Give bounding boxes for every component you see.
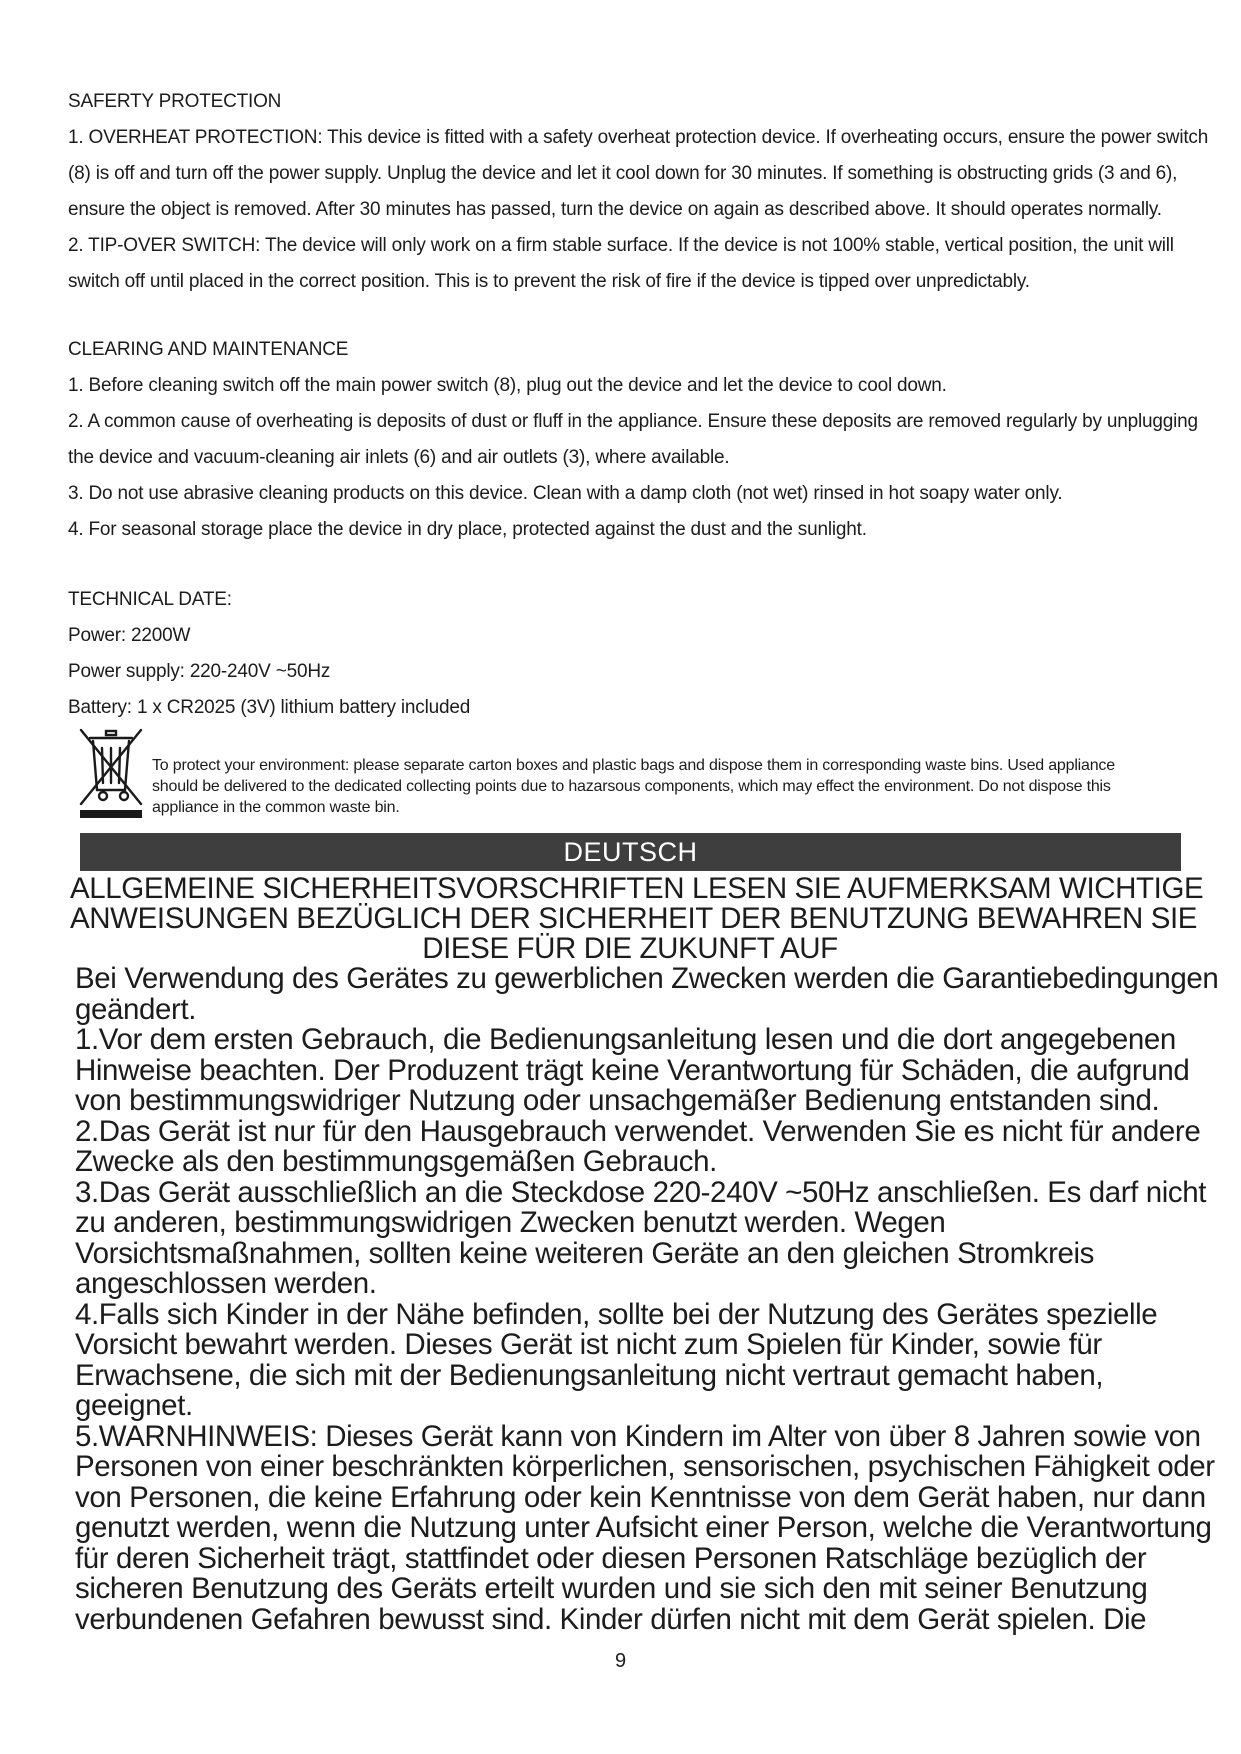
text-line: Bei Verwendung des Gerätes zu gewerblichen Zwecken werden die Garantiebedingungen [75, 962, 1219, 995]
text-line: Erwachsene, die sich mit der Bedienungsanleitung nicht vertraut gemacht haben, [75, 1358, 1104, 1392]
text-line: verbundenen Gefahren bewusst sind. Kinder dürfen nicht mit dem Gerät spielen. Die [75, 1602, 1147, 1636]
text-line: für deren Sicherheit trägt, stattfindet oder diesen Personen Ratschläge bezüglich der [75, 1541, 1147, 1575]
text-line: sicheren Benutzung des Geräts erteilt wurden und sie sich den mit seiner Benutzung [75, 1572, 1148, 1605]
heading-line: ANWEISUNGEN BEZÜGLICH DER SICHERHEIT DER BENUTZUNG BEWAHREN SIE [70, 902, 1198, 935]
section-heading: CLEARING AND MAINTENANCE [68, 339, 349, 360]
technical-data-section [68, 582, 1188, 726]
safety-protection-section [68, 84, 1209, 300]
text-line: angeschlossen werden. [75, 1267, 377, 1300]
power-value: Power: 2200W [68, 625, 191, 646]
text-line: geändert. [75, 992, 197, 1026]
text-line: (8) is off and turn off the power supply. Unplug the device and let it cool down for 30 minutes. If something is obstructing grids (3 and 6), [68, 163, 1178, 184]
text-line: the device and vacuum-cleaning air inlets (6) and air outlets (3), where available. [68, 447, 730, 468]
heading-line: ALLGEMEINE SICHERHEITSVORSCHRIFTEN LESEN SIE AUFMERKSAM WICHTIGE [70, 872, 1204, 905]
power-supply-value: Power supply: 220-240V ~50Hz [68, 661, 331, 682]
environment-notice [152, 755, 1152, 818]
text-line: geeignet. [75, 1389, 193, 1422]
text-line: von Personen, die keine Erfahrung oder kein Kenntnisse von dem Gerät haben, nur dann [75, 1480, 1206, 1514]
section-heading: SAFERTY PROTECTION [68, 91, 282, 112]
text-line: Vorsichtsmaßnahmen, sollten keine weiteren Geräte an den gleichen Stromkreis [75, 1236, 1095, 1270]
text-line: zu anderen, bestimmungswidrigen Zwecken benutzt werden. Wegen [75, 1206, 946, 1239]
german-heading [70, 872, 1204, 965]
text-line: genutzt werden, wenn die Nutzung unter Aufsicht einer Person, welche die Verantwortung [75, 1511, 1212, 1544]
text-line: 1. OVERHEAT PROTECTION: This device is fitted with a safety overheat protection device. If overheating occurs, ensure the power switch [68, 127, 1209, 148]
heading-line: DIESE FÜR DIE ZUKUNFT AUF [422, 932, 838, 965]
text-line: von bestimmungswidriger Nutzung oder unsachgemäßer Bedienung entstanden sind. [75, 1084, 1160, 1117]
german-body [75, 962, 1219, 1636]
text-line: To protect your environment: please separate carton boxes and plastic bags and dispose them in corresponding waste bins. Used appliance [152, 757, 1115, 774]
text-line: ensure the object is removed. After 30 minutes has passed, turn the device on again as described above. It should operates normally. [68, 199, 1162, 220]
text-line: 1. Before cleaning switch off the main power switch (8), plug out the device and let the device to cool down. [68, 375, 947, 396]
text-line: 3. Do not use abrasive cleaning products on this device. Clean with a damp cloth (not wet) rinsed in hot soapy water only. [68, 483, 1063, 504]
text-line: 2.Das Gerät ist nur für den Hausgebrauch verwendet. Verwenden Sie es nicht für andere [75, 1114, 1201, 1148]
text-line: Vorsicht bewahrt werden. Dieses Gerät ist nicht zum Spielen für Kinder, sowie für [75, 1328, 1102, 1361]
text-line: 2. TIP-OVER SWITCH: The device will only work on a firm stable surface. If the device is not 100% stable, vertical position, the unit will [68, 235, 1174, 256]
text-line: appliance in the common waste bin. [152, 799, 400, 816]
text-line: Personen von einer beschränkten körperlichen, sensorischen, psychischen Fähigkeit oder [75, 1450, 1215, 1483]
battery-value: Battery: 1 x CR2025 (3V) lithium battery included [68, 697, 471, 718]
text-line: switch off until placed in the correct position. This is to prevent the risk of fire if the device is tipped over unpredictably. [68, 271, 1030, 292]
text-line: 2. A common cause of overheating is deposits of dust or fluff in the appliance. Ensure these deposits are removed regularly by unplugging [68, 411, 1198, 432]
text-line: 3.Das Gerät ausschließlich an die Steckdose 220-240V ~50Hz anschließen. Es darf nicht [75, 1175, 1207, 1209]
text-line: 5.WARNHINWEIS: Dieses Gerät kann von Kindern im Alter von über 8 Jahren sowie von [75, 1419, 1201, 1453]
text-line: 4.Falls sich Kinder in der Nähe befinden, sollte bei der Nutzung des Gerätes spezielle [75, 1297, 1158, 1331]
cleaning-maintenance-section [68, 332, 1198, 548]
text-line: 4. For seasonal storage place the device in dry place, protected against the dust and the sunlight. [68, 519, 867, 540]
section-heading: TECHNICAL DATE: [68, 589, 232, 610]
text-line: Hinweise beachten. Der Produzent trägt keine Verantwortung für Schäden, die aufgrund [75, 1053, 1190, 1087]
text-line: Zwecke als den bestimmungsgemäßen Gebrauch. [75, 1145, 717, 1178]
weee-crossed-bin-icon [78, 728, 144, 820]
text-line: should be delivered to the dedicated collecting points due to hazarsous components, which may effect the environment. Do not dispose this [152, 778, 1111, 795]
page-number: 9 [614, 1650, 627, 1672]
language-bar: DEUTSCH [80, 833, 1181, 871]
text-line: 1.Vor dem ersten Gebrauch, die Bedienungsanleitung lesen und die dort angegebenen [75, 1023, 1176, 1056]
